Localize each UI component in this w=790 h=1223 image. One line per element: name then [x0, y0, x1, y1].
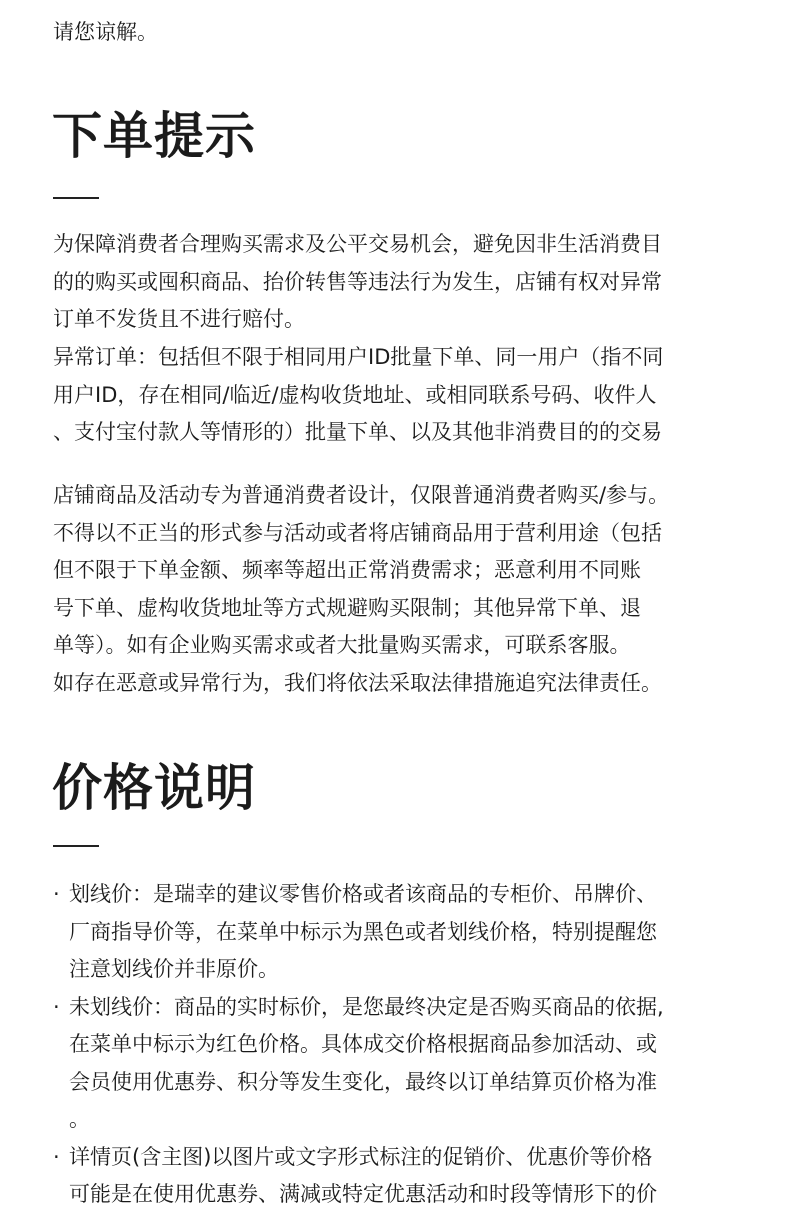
- list-item: [53, 1139, 763, 1223]
- price-notes-list: [53, 876, 763, 1223]
- text-line: 不得以不正当的形式参与活动或者将店铺商品用于营利用途（包括: [53, 520, 662, 545]
- text-line: 可能是在使用优惠券、满减或特定优惠活动和时段等情形下的价: [69, 1182, 657, 1206]
- text-line: 的的购买或囤积商品、抬价转售等违法行为发生，店铺有权对异常: [53, 269, 662, 294]
- text-line: 单等）。如有企业购买需求或者大批量购买需求，可联系客服。: [53, 633, 631, 657]
- text-line: 。: [69, 1107, 90, 1131]
- title-underline: [53, 845, 99, 847]
- text-line: 未划线价：商品的实时标价，是您最终决定是否购买商品的依据,: [69, 994, 664, 1019]
- paragraph-consumer-only: [53, 477, 758, 702]
- section-title-order: 下单提示: [52, 107, 256, 165]
- paragraph-abnormal-order: [53, 339, 758, 452]
- text-line: 在菜单中标示为红色价格。具体成交价格根据商品参加活动、或: [69, 1032, 657, 1056]
- list-item: [53, 876, 763, 989]
- text-line: 店铺商品及活动专为普通消费者设计，仅限普通消费者购买/参与。: [53, 483, 670, 507]
- paragraph-order-policy: [53, 226, 758, 339]
- text-line: 厂商指导价等，在菜单中标示为黑色或者划线价格，特别提醒您: [69, 919, 657, 944]
- text-line: 用户ID，存在相同/临近/虚构收货地址、或相同联系号码、收件人: [53, 382, 657, 407]
- title-underline: [53, 197, 99, 199]
- text-line: 、支付宝付款人等情形的）批量下单、以及其他非消费目的的交易: [53, 420, 662, 444]
- text-line: 订单不发货且不进行赔付。: [53, 307, 305, 331]
- bullet-icon: ·: [53, 994, 60, 1019]
- text-line: 异常订单：包括但不限于相同用户ID批量下单、同一用户（指不同: [53, 345, 664, 369]
- text-line: 但不限于下单金额、频率等超出正常消费需求；恶意利用不同账: [53, 558, 641, 582]
- text-line: 为保障消费者合理购买需求及公平交易机会，避免因非生活消费目: [53, 232, 662, 256]
- bullet-icon: ·: [53, 1144, 60, 1169]
- text-line: 请您谅解。: [53, 19, 158, 44]
- top-fragment: [53, 0, 758, 51]
- text-line: 注意划线价并非原价。: [69, 957, 279, 981]
- text-line: 划线价：是瑞幸的建议零售价格或者该商品的专柜价、吊牌价、: [69, 882, 657, 906]
- text-line: [69, 1214, 763, 1223]
- text-line: 会员使用优惠券、积分等发生变化，最终以订单结算页价格为准: [69, 1069, 657, 1094]
- section-title-price: 价格说明: [52, 759, 256, 817]
- bullet-icon: ·: [53, 882, 60, 906]
- list-item: [53, 989, 763, 1139]
- text-line: 号下单、虚构收货地址等方式规避购买限制；其他异常下单、退: [53, 595, 641, 620]
- text-line: 如存在恶意或异常行为，我们将依法采取法律措施追究法律责任。: [53, 670, 662, 695]
- text-line: [53, 0, 758, 14]
- text-line: 详情页(含主图)以图片或文字形式标注的促销价、优惠价等价格: [69, 1144, 653, 1169]
